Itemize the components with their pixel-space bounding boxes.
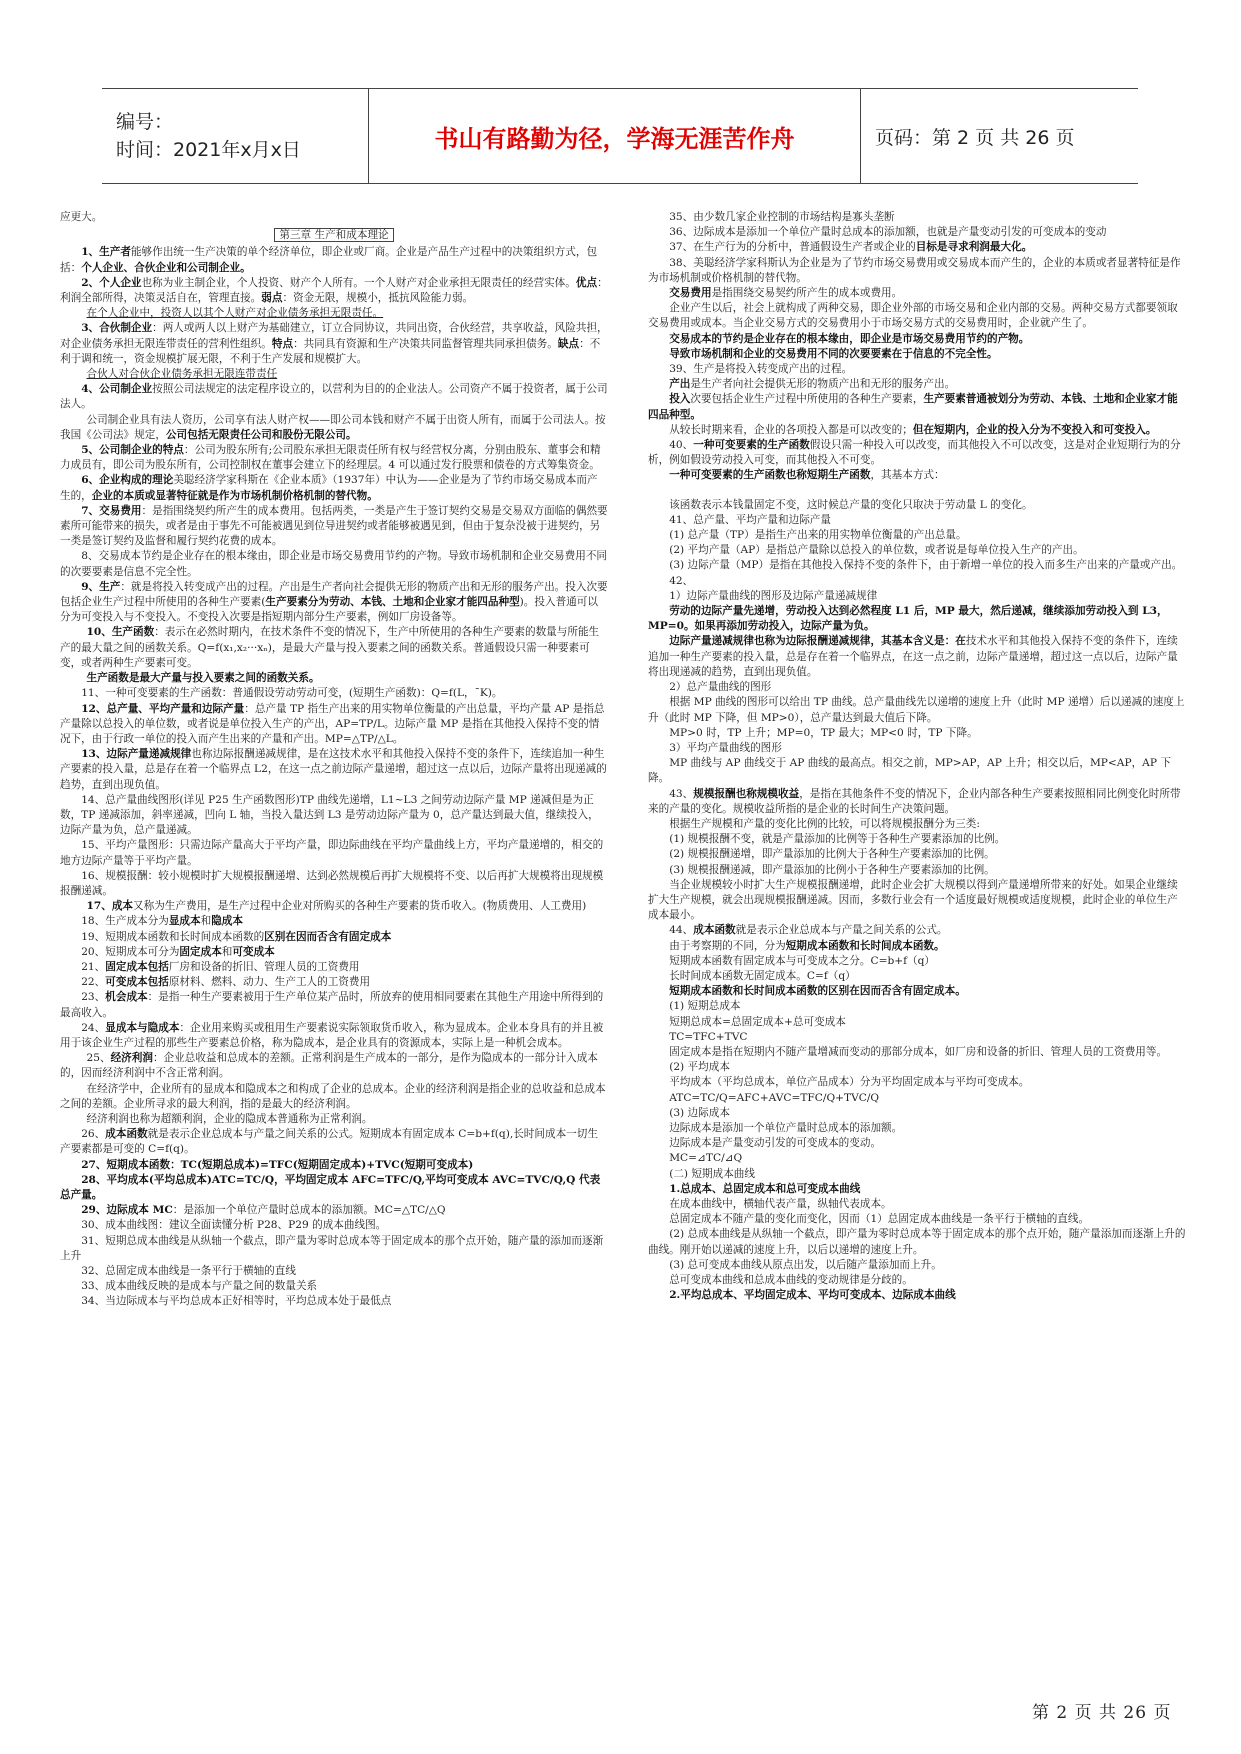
paragraph: 交易费用是指围绕交易契约所产生的成本或费用。 — [669, 287, 903, 300]
page-header — [102, 88, 1138, 184]
paragraph: 在经济学中，企业所有的显成本和隐成本之和构成了企业的总成本。企业的经济利润是指企业的总收益和总成本之间的差额。企业所寻求的最大利润，指的是最大的经济利润。 — [60, 1082, 606, 1110]
paragraph: (2) 平均成本 — [669, 1061, 730, 1074]
paragraph: 产出是生产者向社会提供无形的物质产出和无形的服务产出。 — [669, 378, 956, 391]
paragraph: (2) 平均产量（AP）是指总产量除以总投入的单位数，或者说是每单位投入生产的产出。 — [669, 544, 1084, 557]
paragraph: 2、个人企业也称为业主制企业，个人投资、财产个人所有。一个人财产对企业承担无限责任的经营实体。优点：利润全部所得，决策灵活自在，管理直接。弱点：资金无限，规模小，抵抗风险能力弱。 — [60, 276, 608, 305]
paragraph: (2) 总成本曲线是从纵轴一个截点，即产量为零时总成本等于固定成本的那个点开始，随产量添加而逐渐上升的曲线。刚开始以递减的速度上升，以后以递增的速度上升。 — [648, 1228, 1186, 1256]
paragraph: 当企业规模较小时扩大生产规模报酬递增，此时企业会扩大规模以得到产量递增所带来的好处。如果企业继续扩大生产规模，就会出现规模报酬递减。因而，多数行业会有一个适度最好规模或适度规模，此时企业的单位生产成本最小。 — [648, 878, 1178, 922]
paragraph: 24、显成本与隐成本：企业用来购买或租用生产要素说实际领取货币收入，称为显成本。企业本身具有的并且被用于该企业生产过程的那些生产要素总价格，称为隐成本，是企业具有的资源成本，实际上是一种机会成本。 — [60, 1021, 604, 1049]
paragraph: 边际成本是添加一个单位产量时总成本的添加额。 — [669, 1121, 903, 1134]
paragraph: 1）边际产量曲线的图形及边际产量递减规律 — [669, 589, 878, 602]
paragraph: MP 曲线与 AP 曲线交于 AP 曲线的最高点。相交之前，MP>AP，AP 上升；相交以后，MP<AP，AP 下降。 — [648, 757, 1171, 785]
paragraph: (2) 规模报酬递增，即产量添加的比例大于各种生产要素添加的比例。 — [669, 848, 995, 861]
paragraph: 33、成本曲线反映的是成本与产量之间的数量关系 — [81, 1280, 318, 1293]
paragraph: (1) 短期总成本 — [669, 1000, 741, 1013]
motto-text: 书山有路勤为径，学海无涯苦作舟 — [434, 123, 795, 153]
paragraph: 从较长时期来看，企业的各项投入都是可以改变的；但在短期内，企业的投入分为不变投入和可变投入。 — [669, 423, 1157, 436]
paragraph: 交易成本的节约是企业存在的根本缘由，即企业是市场交易费用节约的产物。 — [669, 332, 1030, 345]
paragraph: 边际成本是产量变动引发的可变成本的变动。 — [669, 1137, 882, 1150]
paragraph: 16、规模报酬：较小规模时扩大规模报酬递增、达到必然规模后再扩大规模将不变、以后再扩大规模将出现规模报酬递减。 — [60, 869, 604, 897]
paragraph: (1) 总产量（TP）是指生产出来的用实物单位衡量的产出总量。 — [669, 529, 967, 542]
paragraph: 13、边际产量递减规律也称边际报酬递减规律，是在这技术水平和其他投入保持不变的条件下，连续追加一种生产要素的投入量，总是存在着一个临界点 L2，在这一点之前边际产量递增，超过这一点以后，边际产量将出现递减的趋势，直到出现负值。 — [60, 748, 607, 791]
paragraph: 总固定成本不随产量的变化而变化，因而（1）总固定成本曲线是一条平行于横轴的直线。 — [669, 1213, 1090, 1226]
paragraph: (3) 规模报酬递减，即产量添加的比例小于各种生产要素添加的比例。 — [669, 863, 995, 876]
header-motto — [369, 89, 861, 183]
paragraph: 36、边际成本是添加一个单位产量时总成本的添加额，也就是产量变动引发的可变成本的变动 — [669, 226, 1107, 239]
paragraph: 14、总产量曲线图形(详见 P25 生产函数图形)TP 曲线先递增，L1~L3 之间劳动边际产量 MP 递减但是为正数，TP 递减添加，斜率递减，凹向 L 轴，当投入量达到 L3 是劳动边际产量为 0，总产量达到最大值，继续投入，边际产量为负，总产量递减。 — [60, 793, 599, 837]
paragraph: 31、短期总成本曲线是从纵轴一个截点，即产量为零时总成本等于固定成本的那个点开始，随产量的添加而逐渐上升 — [60, 1234, 604, 1262]
paragraph: 17、成本又称为生产费用，是生产过程中企业对所购买的各种生产要素的货币收入。(物质费用、人工费用) — [86, 900, 587, 913]
paragraph: 边际产量递减规律也称为边际报酬递减规律，其基本含义是：在技术水平和其他投入保持不变的条件下，连续追加一种生产要素的投入量，总是存在着一个临界点，在这一点之前，边际产量递增，超过这一点以后，边际产量将出现递减的趋势，直到出现负值。 — [648, 635, 1178, 678]
paragraph: 导致市场机制和企业的交易费用不同的次要要素在于信息的不完全性。 — [669, 347, 998, 360]
paragraph: 平均成本（平均总成本，单位产品成本）分为平均固定成本与平均可变成本。 — [669, 1076, 1030, 1089]
paragraph: 总可变成本曲线和总成本曲线的变动规律是分歧的。 — [669, 1274, 913, 1287]
paragraph: 短期成本函数和长时间成本函数的区别在因而否含有固定成本。 — [669, 985, 966, 998]
paragraph: 21、固定成本包括厂房和设备的折旧、管理人员的工资费用 — [81, 960, 360, 973]
paragraph: 7、交易费用：是指围绕契约所产生的成本费用。包括两类，一类是产生于签订契约交易是交易双方面临的偶然要素所可能带来的损失，或者是由于事先不可能被遇见到位导进契约或者能够被遇见到，但由于复杂没被于进契约，另一类是签订契约及监督和履行契约花费的成本。 — [60, 504, 608, 548]
chapter-title: 第三章 生产和成本理论 — [274, 228, 393, 242]
paragraph: 由于考察期的不同，分为短期成本函数和长时间成本函数。 — [669, 939, 945, 952]
paragraph: 28、平均成本(平均总成本)ATC=TC/Q，平均固定成本 AFC=TFC/Q,平均可变成本 AVC=TVC/Q,Q 代表总产量。 — [60, 1173, 601, 1201]
paragraph: (二) 短期成本曲线 — [669, 1167, 755, 1180]
paragraph: 生产函数是最大产量与投入要素之间的函数关系。 — [86, 672, 320, 685]
paragraph: (1) 规模报酬不变，就是产量添加的比例等于各种生产要素添加的比例。 — [669, 833, 1006, 846]
paragraph: 20、短期成本可分为固定成本和可变成本 — [81, 945, 275, 958]
paragraph: 39、生产是将投入转变成产出的过程。 — [669, 363, 853, 376]
paragraph: 35、由少数几家企业控制的市场结构是寡头垄断 — [669, 211, 895, 223]
paragraph: 44、成本函数就是表示企业总成本与产量之间关系的公式。 — [669, 924, 948, 937]
paragraph: 应更大。 — [60, 211, 103, 223]
paragraph: 26、成本函数就是表示企业总成本与产量之间关系的公式。短期成本有固定成本 C=b+f(q),长时间成本一切生产要素都是可变的 C=f(q)。 — [60, 1128, 598, 1156]
paragraph: (3) 边际产量（MP）是指在其他投入保持不变的条件下，由于新增一单位的投入而多生产出来的产量或产出。 — [669, 559, 1183, 572]
paragraph: 企业产生以后，社会上就构成了两种交易，即企业外部的市场交易和企业内部的交易。两种交易方式都要领取交易费用或成本。当企业交易方式的交易费用小于市场交易方式的交易费用时，企业就产生了。 — [648, 302, 1178, 330]
paragraph: 42、 — [669, 574, 694, 587]
paragraph: 43、规模报酬也称规模收益，是指在其他条件不变的情况下，企业内部各种生产要素按照相同比例变化时所带来的产量的变化。规模收益所指的是企业的长时间生产决策问题。 — [648, 787, 1181, 815]
paragraph: 2）总产量曲线的图形 — [669, 681, 772, 694]
paragraph: 32、总固定成本曲线是一条平行于横轴的直线 — [81, 1265, 296, 1278]
paragraph: 固定成本是指在短期内不随产量增减而变动的那部分成本，如厂房和设备的折旧、管理人员的工资费用等。 — [669, 1045, 1168, 1058]
paragraph: 投入次要包括企业生产过程中所使用的各种生产要素，生产要素普通被划分为劳动、本钱、土地和企业家才能四品种型。 — [648, 393, 1178, 421]
paragraph: (3) 总可变成本曲线从原点出发，以后随产量添加而上升。 — [669, 1258, 942, 1271]
paragraph: 劳动的边际产量先递增，劳动投入达到必然程度 L1 后，MP 最大，然后递减，继续添加劳动投入到 L3，MP=0。如果再添加劳动投入，边际产量为负。 — [648, 605, 1168, 633]
paragraph: 2.平均总成本、平均固定成本、平均可变成本、边际成本曲线 — [669, 1289, 956, 1302]
paragraph: 短期成本函数有固定成本与可变成本之分。C=b+f（q） — [669, 954, 935, 967]
paragraph: 8、交易成本节约是企业存在的根本缘由，即企业是市场交易费用节约的产物。导致市场机制和企业交易费用不同的次要要素是信息不完全性。 — [60, 550, 608, 578]
paragraph: 11、一种可变要素的生产函数：普通假设劳动劳动可变，(短期生产函数)：Q=f(L，¯K)。 — [81, 687, 503, 700]
paragraph: MP>0 时，TP 上升；MP=0，TP 最大；MP<0 时，TP 下降。 — [669, 726, 978, 739]
right-column — [648, 210, 1188, 1303]
chapter-heading — [60, 228, 608, 243]
paragraph: 合伙人对合伙企业债务承担无限连带责任 — [86, 368, 278, 381]
paragraph: 41、总产量、平均产量和边际产量 — [669, 513, 831, 526]
paragraph: 18、生产成本分为显成本和隐成本 — [81, 915, 243, 928]
paragraph: 4、公司制企业按照公司法规定的法定程序设立的，以营利为目的的企业法人。公司资产不属于投资者，属于公司法人。 — [60, 383, 608, 411]
paragraph: 40、一种可变要素的生产函数假设只需一种投入可以改变，而其他投入不可以改变，这是对企业短期行为的分析，例如假设劳动投入可变，而其他投入不可变。 — [648, 439, 1181, 467]
paragraph: MC=⊿TC/⊿Q — [669, 1152, 743, 1165]
paragraph: 公司制企业具有法人资历，公司享有法人财产权——即公司本钱和财产不属于出资人所有，而属于公司法人。按我国《公司法》规定，公司包括无限责任公司和股份无限公司。 — [60, 413, 606, 441]
paragraph: 在成本曲线中，横轴代表产量，纵轴代表成本。 — [669, 1198, 892, 1210]
paragraph: 15、平均产量图形：只需边际产量高大于平均产量，即边际曲线在平均产量曲线上方，平均产量递增的，相交的地方边际产量等于平均产量。 — [60, 839, 604, 867]
paragraph: TC=TFC+TVC — [669, 1030, 748, 1043]
paragraph: 长时间成本函数无固定成本。C=f（q） — [669, 969, 856, 982]
paragraph: 38、美聪经济学家科斯认为企业是为了节约市场交易费用或交易成本而产生的，企业的本质或者显著特征是作为市场机制或价格机制的替代物。 — [648, 256, 1181, 284]
formula-space — [648, 484, 1188, 498]
paragraph: 在个人企业中，投资人以其个人财产对企业债务承担无限责任。 — [86, 307, 384, 320]
paragraph: 一种可变要素的生产函数也称短期生产函数，其基本方式： — [669, 469, 945, 482]
header-page-info — [861, 89, 1138, 183]
paragraph: (3) 边际成本 — [669, 1106, 730, 1119]
paragraph: 5、公司制企业的特点：公司为股东所有;公司股东承担无限责任所有权与经营权分离，分别由股东、董事会和精力成员有，即公司为股东所有，公司控制权在董事会建立下的经理层。4 可以通过发行股票和债卷的方式筹集资金。 — [60, 444, 601, 472]
paragraph: 29、边际成本 MC：是添加一个单位产量时总成本的添加额。MC=△TC/△Q — [81, 1204, 446, 1217]
paragraph: 根据生产规模和产量的变化比例的比较，可以将规模报酬分为三类: — [669, 817, 980, 830]
paragraph: 19、短期成本函数和长时间成本函数的区别在因而否含有固定成本 — [81, 930, 392, 943]
paragraph: 22、可变成本包括原材料、燃料、动力、生产工人的工资费用 — [81, 976, 371, 989]
document-number-label: 编号： — [116, 111, 174, 133]
left-column — [60, 210, 608, 1310]
paragraph: 34、当边际成本与平均总成本正好相等时，平均总成本处于最低点 — [81, 1295, 392, 1308]
paragraph: ATC=TC/Q=AFC+AVC=TFC/Q+TVC/Q — [669, 1091, 880, 1104]
page-footer: 第 2 页 共 26 页 — [1032, 1703, 1172, 1723]
header-meta — [102, 89, 369, 183]
paragraph: 23、机会成本：是指一种生产要素被用于生产单位某产品时，所放弃的使用相同要素在其他生产用途中所得到的最高收入。 — [60, 991, 604, 1019]
paragraph: 1、生产者能够作出统一生产决策的单个经济单位，即企业或厂商。企业是产品生产过程中的决策组织方式，包括：个人企业、合伙企业和公司制企业。 — [60, 246, 598, 274]
paragraph: 该函数表示本钱量固定不变，这时候总产量的变化只取决于劳动量 L 的变化。 — [669, 498, 1033, 511]
paragraph: 27、短期成本函数：TC(短期总成本)=TFC(短期固定成本)+TVC(短期可变成本) — [81, 1158, 474, 1171]
paragraph: 9、生产：就是将投入转变成产出的过程。产出是生产者向社会提供无形的物质产出和无形的服务产出。投入次要包括企业生产过程中所使用的各种生产要素(生产要素分为劳动、本钱、土地和企业家才能四品种型)。投入普通可以分为可变投入与不变投入。不变投入次要是指短期内部分生产要素，例如厂房设备等。 — [60, 580, 608, 624]
paragraph: 12、总产量、平均产量和边际产量：总产量 TP 指生产出来的用实物单位衡量的产出总量，平均产量 AP 是指总产量除以总投入的单位数，或者说是单位投入生产的产出，AP=TP/L。边际产量 MP 是指在其他投入保持不变的情况下，由于行政一单位的投入而产生出来的产量和产出。MP=△TP/△L。 — [60, 702, 605, 745]
paragraph: 3、合伙制企业：两人或两人以上财产为基础建立，订立合同协议，共同出资，合伙经营，共享收益，风险共担，对企业债务承担无限连带责任的营利性组织。特点：共同具有资源和生产决策共同监督管理共同承担债务。缺点：不利于调和统一，资金规模扩展无限，不利于生产发展和规模扩大。 — [60, 322, 608, 365]
paragraph: 10、生产函数：表示在必然时期内，在技术条件不变的情况下，生产中所使用的各种生产要素的数量与所能生产的最大量之间的函数关系。Q=f(x₁,x₂···xₙ)，是最大产量与投入要素之间的函数关系。普通假设只需一种要素可变，或者两种生产要素可变。 — [60, 626, 600, 669]
paragraph: 6、企业构成的理论美聪经济学家科斯在《企业本质》（1937年）中认为——企业是为了节约市场交易成本而产生的，企业的本质或显著特征就是作为市场机制价格机制的替代物。 — [60, 474, 598, 502]
paragraph: 37、在生产行为的分析中，普通假设生产者或企业的目标是寻求利润最大化。 — [669, 241, 1033, 254]
paragraph: 短期总成本=总固定成本+总可变成本 — [669, 1015, 846, 1028]
document-time-label: 时间：2021年x月x日 — [116, 139, 301, 161]
paragraph: 根据 MP 曲线的图形可以给出 TP 曲线。总产量曲线先以递增的速度上升（此时 MP 递增）后以递减的速度上升（此时 MP 下降，但 MP>0），总产量达到最大值后下降。 — [648, 696, 1185, 724]
paragraph: 1.总成本、总固定成本和总可变成本曲线 — [669, 1182, 861, 1195]
paragraph: 25、经济利润：企业总收益和总成本的差额。正常利润是生产成本的一部分，是作为隐成本的一部分计入成本的，因而经济利润中不含正常利润。 — [60, 1052, 598, 1080]
header-page-label: 页码：第 2 页 共 26 页 — [875, 126, 1075, 149]
paragraph: 3）平均产量曲线的图形 — [669, 741, 782, 754]
paragraph: 经济利润也称为超额利润，企业的隐成本普通称为正常利润。 — [86, 1112, 373, 1125]
paragraph: 30、成本曲线图：建议全面读懂分析 P28、P29 的成本曲线图。 — [81, 1219, 387, 1232]
